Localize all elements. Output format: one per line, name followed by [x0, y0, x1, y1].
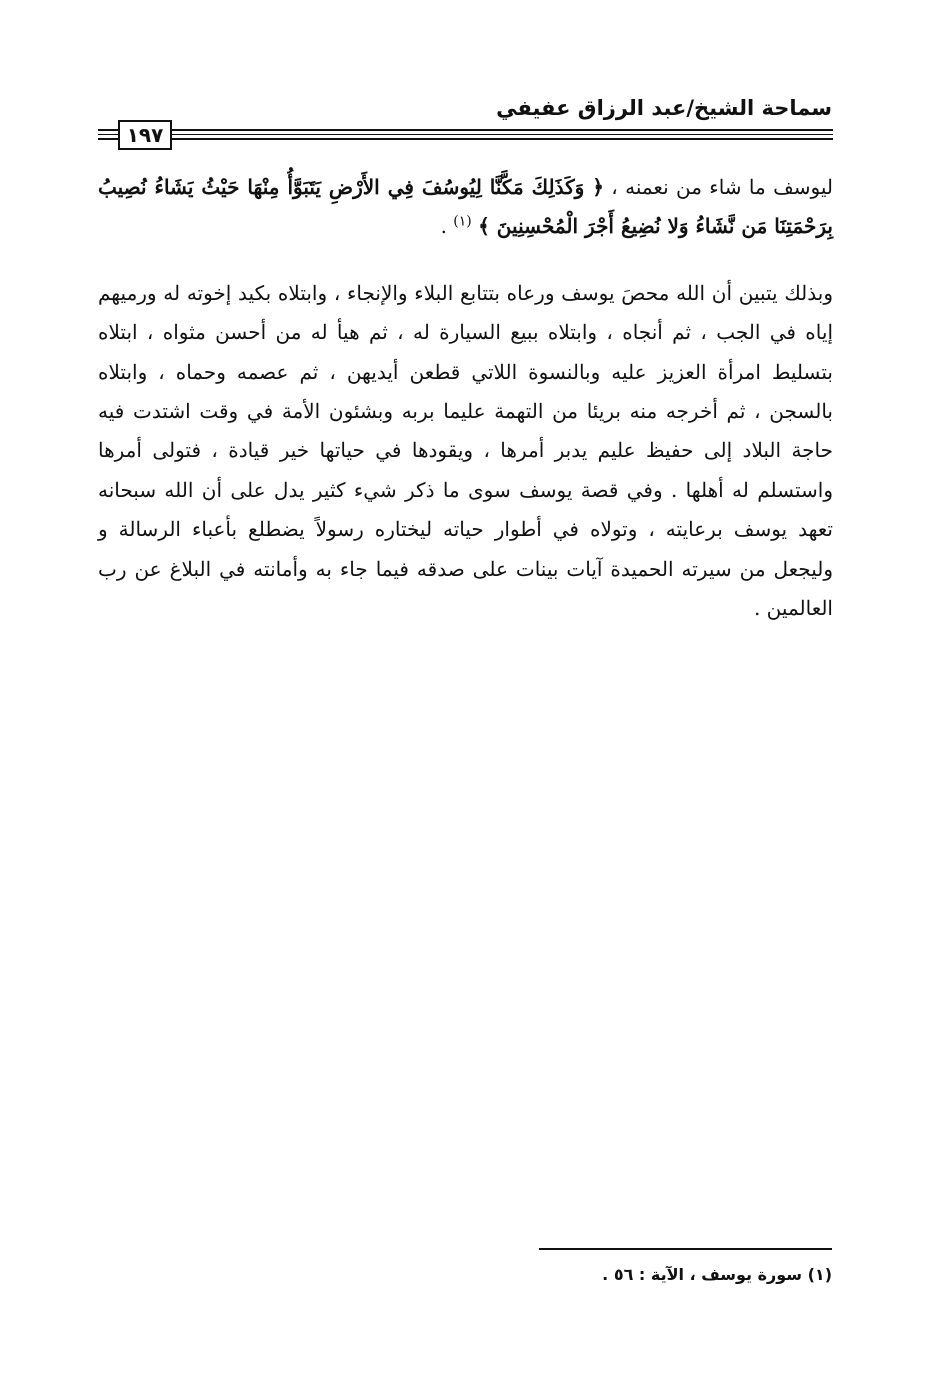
header-rule-line-middle [98, 134, 833, 135]
paragraph-1-end: . [440, 214, 454, 239]
paragraph-1-intro: ليوسف ما شاء من نعمنه ، [603, 175, 833, 199]
paragraph-2: وبذلك يتبين أن الله محصَ يوسف ورعاه بتتابع البلاء والإنجاء ، وابتلاه بكيد إخوته له ورميهم إياه في الجب ، ثم أنجاه ، وابتلاه ببيع السيارة له ، ثم هيأ له من أحسن مثواه ، ابتلاه بتسليط امرأة العزيز عليه وبالنسوة اللاتي قطعن أيديهن ، ثم عصمه وحماه ، وابتلاه بالسجن ، ثم أخرجه منه بريئا من التهمة عليما بربه وبشئون الأمة في وقت اشتدت فيه حاجة البلاد إلى حفيظ عليم يدبر أمرها ، ويقودها في حياتها خير قيادة ، فتولى أمرها واستسلم له أهلها . وفي قصة يوسف سوى ما ذكر شيء كثير يدل على أن الله سبحانه تعهد يوسف برعايته ، وتولاه في أطوار حياته ليختاره رسولاً يضطلع بأعباء الرسالة و وليجعل من سيرته الحميدة آيات بينات على صدقه فيما جاء به وأمانته في البلاغ عن رب العالمين . [98, 280, 833, 621]
header-rule-line-bottom [98, 138, 833, 140]
header-rule [98, 128, 833, 141]
footnote-divider [539, 1248, 832, 1250]
page-number: ١٩٧ [118, 120, 172, 150]
header-rule-line-top [98, 129, 833, 131]
quran-verse: ﴿ وَكَذَلِكَ مَكَّنَّا لِيُوسُفَ فِي الأَرْضِ يَتَبَوَّأُ مِنْهَا حَيْثُ يَشَاءُ نُصِيبُ بِرَحْمَتِنَا مَن نَّشَاءُ وَلا نُضِيعُ أَجْرَ الْمُحْسِنِينَ ﴾ [98, 175, 833, 239]
paragraph-1 [98, 168, 833, 247]
body-text [98, 168, 833, 628]
footnote: (١) سورة يوسف ، الآية : ٥٦ . [602, 1265, 832, 1284]
footnote-reference: (١) [453, 213, 472, 230]
header-title: سماحة الشيخ/عبد الرزاق عفيفي [496, 96, 832, 120]
